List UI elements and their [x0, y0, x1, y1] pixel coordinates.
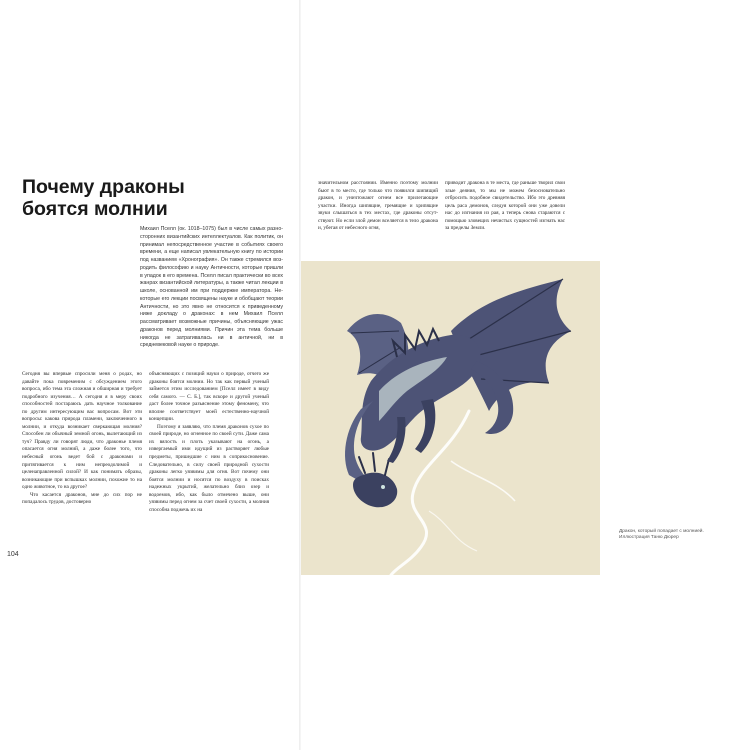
body-column-4: [445, 180, 565, 233]
chapter-title-line-2: боятся молнии: [22, 198, 168, 220]
lightning-branch: [429, 511, 477, 551]
lightning-branch: [451, 461, 515, 501]
intro-paragraph: Михаил Пселл (ок. 1018–1075) был в числе самых разносторонних византийских интеллектуалов. Как политик, он принимал непосредственное участие в событиях своего времени, а еще написал увлекательную книгу по истории под названием «Хронография». Он также стремился возродить философию и науку Античности, которые пришли в упадок в его времена. Пселл писал практически во всех жанрах византийской литературы, а также читал лекции в школе, основанной им при поддержке императора. Некоторые его лекции посвящены науке и обобщают теории Античности, но это явно не относится к приведенному ниже докладу о драконах: в нем Михаил Пселл рассматривает возможные причины, объясняющие ужас драконов перед молниями. Причин эта тема больше никогда не затрагивалась ни в античной, ни в средневековой науке о природе.: [140, 226, 283, 349]
dragon-head: [353, 473, 397, 508]
chapter-title-line-1: Почему драконы: [22, 176, 185, 198]
paragraph: Что касается драконов, мне до сих пор не попадалось трудов, достоверно: [22, 491, 142, 506]
dragon-horns: [359, 453, 389, 475]
paragraph: значительном расстоянии. Именно поэтому молнии бьют в то место, где только что появился шипящий дракон, и уничтожают огнем все прилегающие участки. Иногда шипящие, гремящие и хрипящие звуки слышаться в тех местах, где драконы отсутствуют. Но если злой демон вселяется в тело дракона и, убегая от небесного огня,: [318, 180, 438, 232]
illustration-caption: Дракон, который попадает с молнией. Иллюстрация Таню Дюрер: [619, 529, 704, 541]
paragraph: Поэтому я заявляю, что племя драконов сухое по своей природе, но огненное по своей сути. Даже сама их вялость и плоть указывают на огонь, а извергаемый ими идущий из растворяет любые предметы, пришедшие с ним в соприкосновение. Следовательно, в силу своей природной сухости драконы легко уязвимы для огня. Вот почему они боятся молнии и носятся по воздуху в поисках надежных укрытий, желательно близ озер и водоемов, ибо, как было отмечено выше, они уязвимы перед огнем за счет своей сухости, а молния способна поджечь их на: [149, 423, 269, 513]
paragraph: приводит дракона в те места, где раньше творил свои злые деяния, то мы не можем безосновательно отбросить подобное свидетельство. Ибо это древняя цель раса демонов, следуя которой они уже довели нас до изгнания из рая, а теперь снова стараются с помощью зловещих нечистых сущностей изгнать нас за пределы Земли.: [445, 180, 565, 232]
body-column-1: [22, 371, 142, 507]
paragraph: Сегодня вы впервые спросили меня о родах, но давайте пока повременим с обсуждением этого вопроса, ибо тема эта сложная и обширная и требует подробного изучения… А сегодня я в меру своих способностей постараюсь дать научное толкование по другим интересующим вас вопросам. Вот эти вопросы: какова природа пламени, заключенного в молнии, и откуда возникает сверкающая молния? Способен ли обычный земной огонь, вылетающий из туч? Правду ли говорят люди, что драконье племя опасается огня молний, а даже более того, что небесный огонь ведет бой с драконами и притягивается к ним непреодолимой и целенаправленной силой? И как понимать образы, возникающие при вспышках молнии, похожие то на одно животное, то на другое?: [22, 371, 142, 491]
dragon-illustration: [301, 261, 704, 575]
chapter-title: [22, 176, 212, 220]
paragraph: объясняющих с позиций науки о природе, отчего же драконы боятся молнии. Но так как первый ученый займется этим исследованием [Пселл имеет в виду себя самого. — С. Б.], так вскоре и другой ученый даст более точное разъяснение этому феномену, что вполне соответствует моей естественно-научной концепции.: [149, 371, 269, 423]
body-column-3: [318, 180, 438, 233]
body-column-2: [149, 371, 269, 514]
page-number: 104: [7, 551, 19, 558]
dragon-drawing: [301, 261, 600, 575]
dragon-eye: [381, 485, 385, 489]
